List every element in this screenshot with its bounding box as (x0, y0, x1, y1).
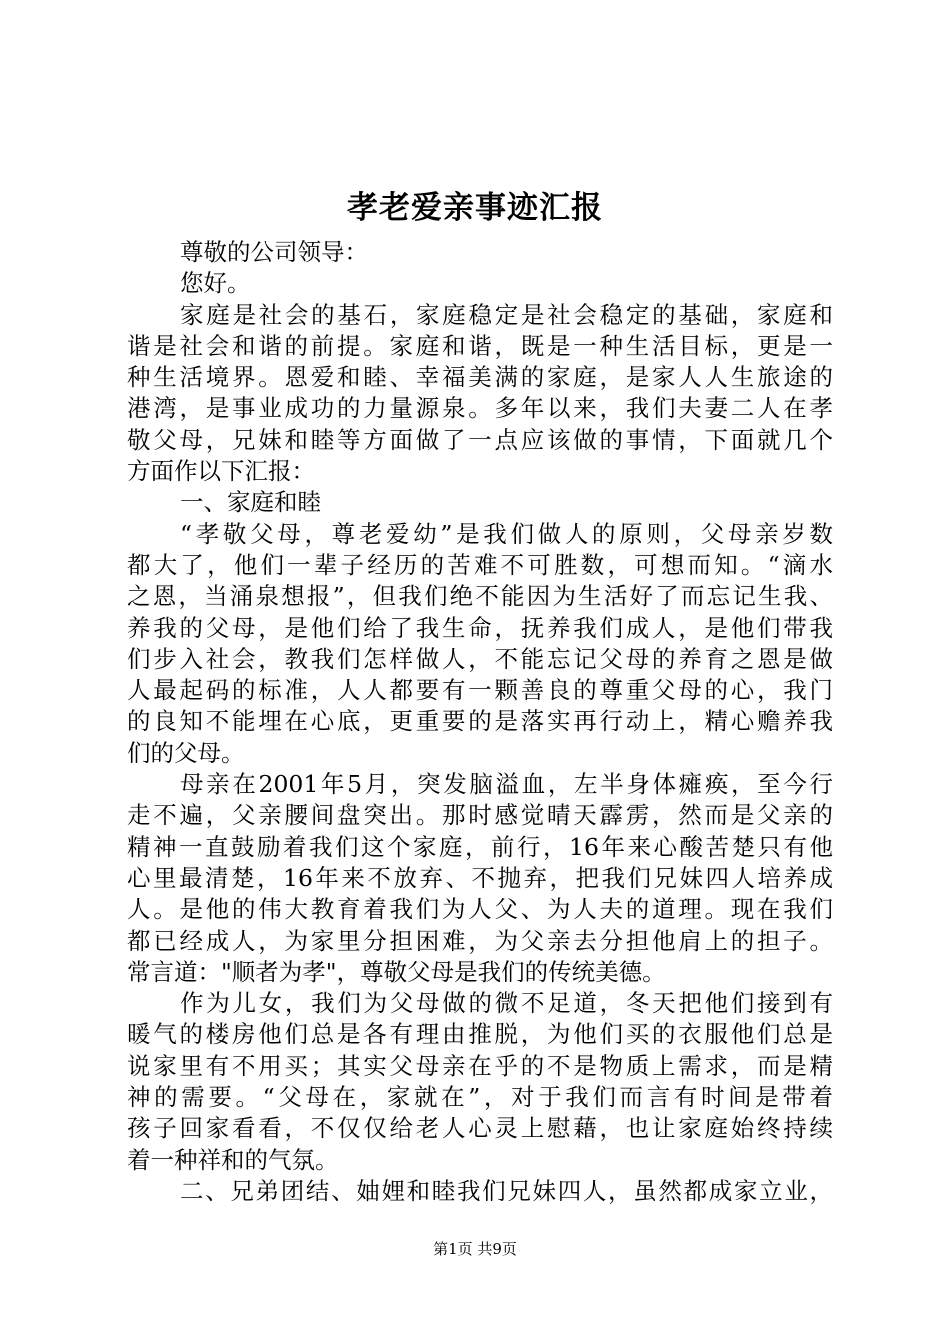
paragraph-line: 常言道："顺者为孝"，尊敬父母是我们的传统美德。 (127, 957, 666, 986)
paragraph-line: 说家里有不用买；其实父母亲在乎的不是物质上需求，而是精 (127, 1051, 833, 1080)
page-number-footer: 第1页 共9页 (433, 1240, 517, 1258)
document-title: 孝老爱亲事迹汇报 (347, 190, 603, 226)
section-heading: 二、兄弟团结、妯娌和睦我们兄妹四人，虽然都成家立业， (180, 1176, 833, 1205)
paragraph-line: 孩子回家看看，不仅仅给老人心灵上慰藉，也让家庭始终持续 (127, 1114, 833, 1143)
paragraph-line: 们步入社会，教我们怎样做人，不能忘记父母的养育之恩是做 (127, 644, 833, 673)
paragraph-line: 方面作以下汇报： (127, 457, 315, 486)
document-body (127, 237, 833, 1207)
paragraph-line: 人最起码的标准，人人都要有一颗善良的尊重父母的心，我门 (127, 676, 833, 705)
paragraph-line: 人。是他的伟大教育着我们为人父、为人夫的道理。现在我们 (127, 895, 833, 924)
paragraph-line: 们的父母。 (127, 738, 245, 767)
paragraph-line: 养我的父母，是他们给了我生命，抚养我们成人，是他们带我 (127, 613, 833, 642)
paragraph-line: 心里最清楚，16年来不放弃、不抛弃，把我们兄妹四人培养成 (127, 863, 833, 892)
paragraph-line: 家庭是社会的基石，家庭稳定是社会稳定的基础，家庭和 (180, 300, 833, 329)
paragraph-line: 走不遍，父亲腰间盘突出。那时感觉晴天霹雳，然而是父亲的 (127, 801, 833, 830)
paragraph-line: 着一种祥和的气氛。 (127, 1145, 339, 1174)
paragraph-line: 的良知不能埋在心底，更重要的是落实再行动上，精心赡养我 (127, 707, 833, 736)
greeting-line: 您好。 (180, 269, 251, 298)
paragraph-line: 作为儿女，我们为父母做的微不足道，冬天把他们接到有 (180, 989, 833, 1018)
paragraph-line: 敬父母，兄妹和睦等方面做了一点应该做的事情，下面就几个 (127, 425, 833, 454)
paragraph-line: 精神一直鼓励着我们这个家庭，前行，16年来心酸苦楚只有他 (127, 832, 833, 861)
paragraph-line: 母亲在2001年5月，突发脑溢血，左半身体瘫痪，至今行 (180, 770, 833, 799)
paragraph-line: “孝敬父母，尊老爱幼”是我们做人的原则，父母亲岁数 (180, 519, 833, 548)
paragraph-line: 之恩，当涌泉想报”，但我们绝不能因为生活好了而忘记生我、 (127, 582, 833, 611)
paragraph-line: 暖气的楼房他们总是各有理由推脱，为他们买的衣服他们总是 (127, 1020, 833, 1049)
section-heading: 一、家庭和睦 (180, 488, 321, 517)
paragraph-line: 都大了，他们一辈子经历的苦难不可胜数，可想而知。“滴水 (127, 550, 833, 579)
paragraph-line: 种生活境界。恩爱和睦、幸福美满的家庭，是家人人生旅途的 (127, 363, 833, 392)
paragraph-line: 谐是社会和谐的前提。家庭和谐，既是一种生活目标，更是一 (127, 331, 833, 360)
paragraph-line: 港湾，是事业成功的力量源泉。多年以来，我们夫妻二人在孝 (127, 394, 833, 423)
paragraph-line: 神的需要。“父母在，家就在”，对于我们而言有时间是带着 (127, 1083, 833, 1112)
salutation-line: 尊敬的公司领导： (180, 238, 368, 266)
paragraph-line: 都已经成人，为家里分担困难，为父亲去分担他肩上的担子。 (127, 926, 833, 955)
